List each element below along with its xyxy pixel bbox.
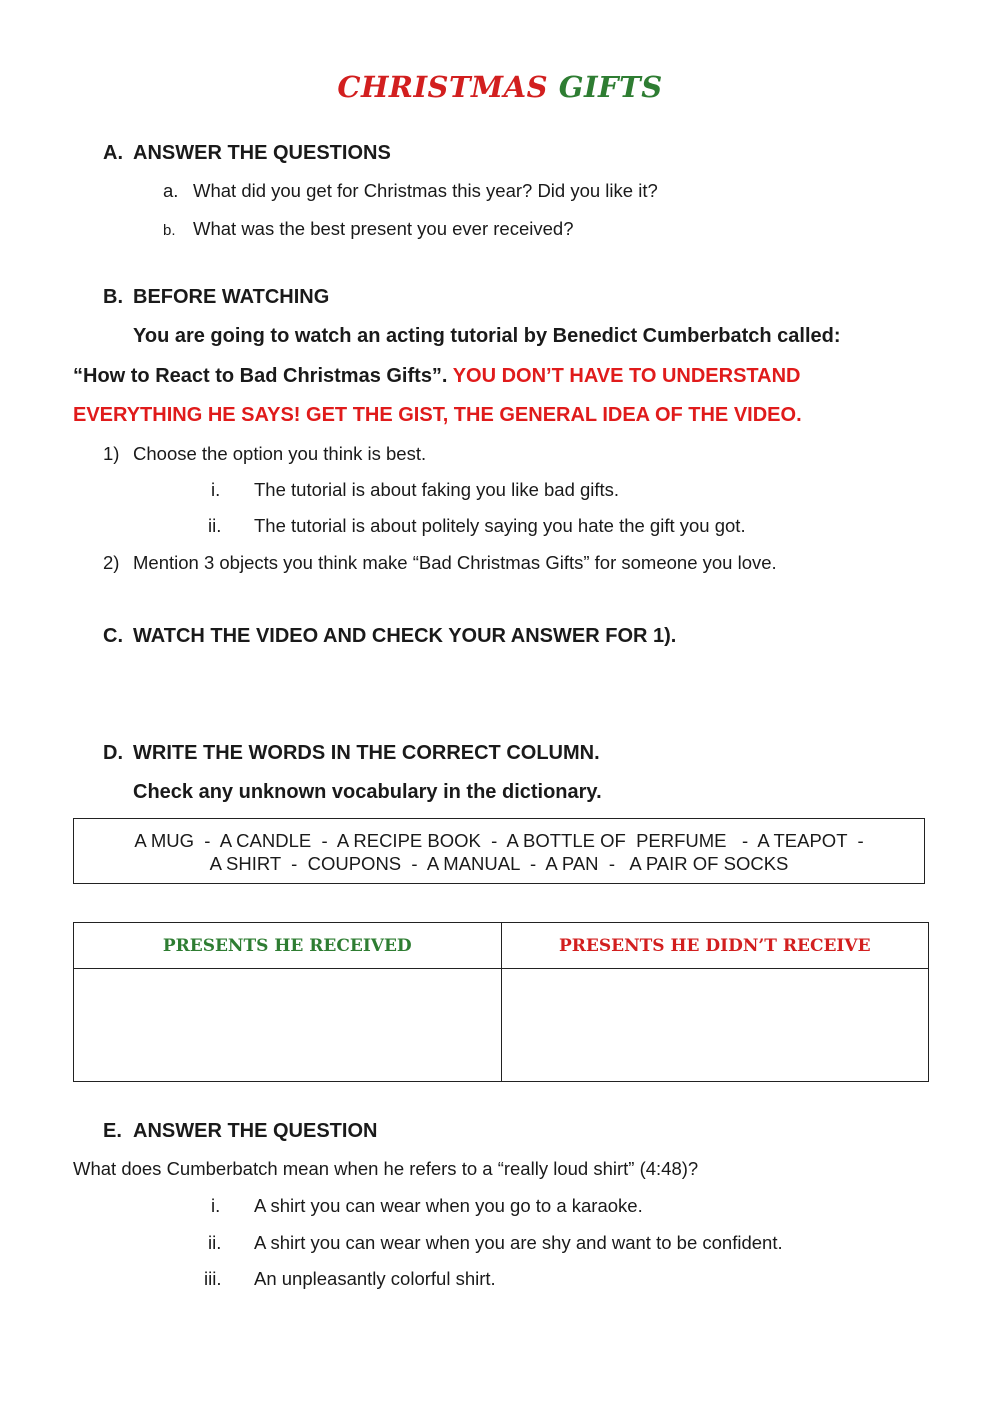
section-e-heading: E. ANSWER THE QUESTION bbox=[103, 1120, 378, 1142]
intro-warning: YOU DON’T HAVE TO UNDERSTAND bbox=[452, 365, 801, 387]
answer-cell-not-received[interactable] bbox=[501, 969, 929, 1082]
option-e-iii: iii. An unpleasantly colorful shirt. bbox=[204, 1268, 496, 1289]
question-b: b. What was the best present you ever received? bbox=[163, 218, 574, 239]
option-1-ii: ii. The tutorial is about politely saying you hate the gift you got. bbox=[208, 515, 746, 536]
section-d-heading: D. WRITE THE WORDS IN THE CORRECT COLUMN. bbox=[103, 742, 600, 764]
option-e-i: i. A shirt you can wear when you go to a karaoke. bbox=[211, 1195, 643, 1216]
word-bank-line-2: A SHIRT - COUPONS - A MANUAL - A PAN - A PAIR OF SOCKS bbox=[209, 853, 789, 874]
title-part-green: GIFTS bbox=[558, 70, 663, 104]
column-header-not-received: PRESENTS HE DIDN’T RECEIVE bbox=[501, 923, 929, 969]
answer-cell-received[interactable] bbox=[74, 969, 502, 1082]
question-e: What does Cumberbatch mean when he refers to a “really loud shirt” (4:48)? bbox=[73, 1158, 699, 1179]
title-part-red: CHRISTMAS bbox=[337, 70, 549, 104]
section-d-subheading: Check any unknown vocabulary in the dictionary. bbox=[133, 781, 602, 803]
section-c-heading: C. WATCH THE VIDEO AND CHECK YOUR ANSWER FOR 1). bbox=[103, 625, 677, 647]
section-b-heading: B. BEFORE WATCHING bbox=[103, 286, 330, 308]
question-2: 2) Mention 3 objects you think make “Bad Christmas Gifts” for someone you love. bbox=[103, 552, 777, 573]
option-e-ii: ii. A shirt you can wear when you are shy and want to be confident. bbox=[208, 1232, 783, 1253]
column-header-received: PRESENTS HE RECEIVED bbox=[74, 923, 502, 969]
option-1-i: i. The tutorial is about faking you like bad gifts. bbox=[211, 479, 620, 500]
word-bank bbox=[73, 818, 925, 884]
question-a: a. What did you get for Christmas this year? Did you like it? bbox=[163, 180, 658, 201]
question-1: 1) Choose the option you think is best. bbox=[103, 443, 427, 464]
section-a-heading: A. ANSWER THE QUESTIONS bbox=[103, 142, 391, 164]
word-bank-line-1: A MUG - A CANDLE - A RECIPE BOOK - A BOTTLE OF PERFUME - A TEAPOT - bbox=[134, 830, 864, 851]
intro-line-2: “How to React to Bad Christmas Gifts”. YOU DON’T HAVE TO UNDERSTAND bbox=[73, 365, 801, 387]
intro-warning-line-2: EVERYTHING HE SAYS! GET THE GIST, THE GENERAL IDEA OF THE VIDEO. bbox=[73, 404, 802, 426]
intro-line-1: You are going to watch an acting tutorial by Benedict Cumberbatch called: bbox=[133, 325, 841, 347]
page-title bbox=[0, 70, 1000, 104]
sorting-table bbox=[73, 922, 929, 1082]
